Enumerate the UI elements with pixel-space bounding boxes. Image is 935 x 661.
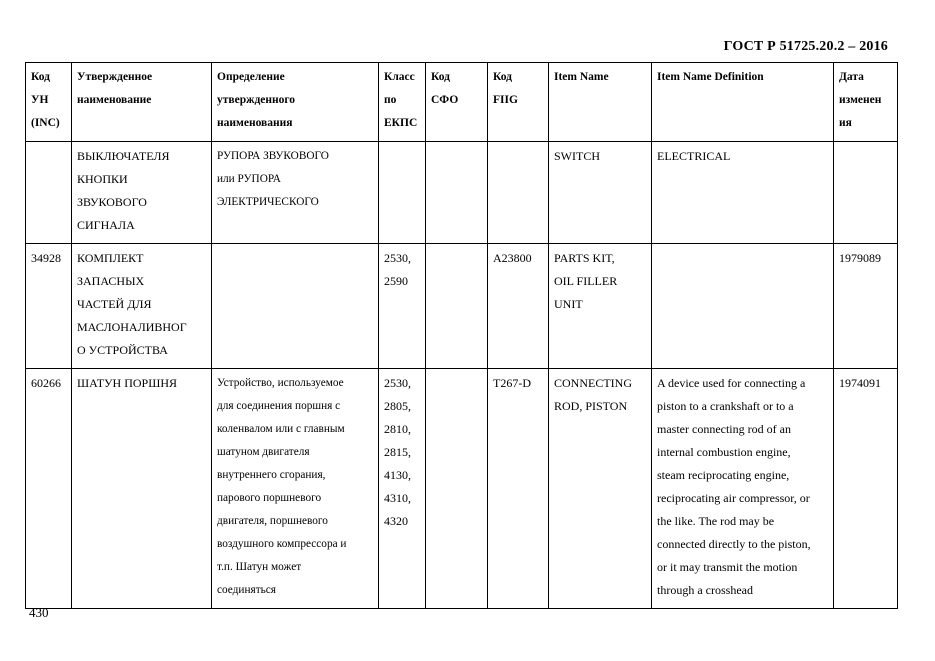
header-line: Дата (839, 71, 864, 83)
table-body (26, 142, 898, 609)
header-inc (26, 63, 72, 142)
cell-line: master connecting rod of an (657, 422, 791, 436)
header-line: УН (31, 94, 49, 106)
cell-line: A23800 (493, 251, 532, 265)
cell-line: Устройство, используемое (217, 377, 344, 389)
header-name (72, 63, 212, 142)
cell-date (834, 369, 898, 609)
cell-fiig (488, 244, 549, 369)
cell-date (834, 244, 898, 369)
cell-line: шатуном двигателя (217, 446, 310, 458)
cell-line: т.п. Шатун может (217, 561, 302, 573)
cell-line: 2810, (384, 422, 411, 436)
cell-item-name (549, 244, 652, 369)
cell-line: двигателя, поршневого (217, 515, 328, 527)
catalog-table (25, 62, 898, 609)
cell-sfo (426, 142, 488, 244)
header-line: Код (493, 71, 513, 83)
cell-name (72, 244, 212, 369)
cell-inc (26, 244, 72, 369)
cell-line: КНОПКИ (77, 172, 128, 186)
cell-line: 2590 (384, 274, 408, 288)
header-line: изменен (839, 94, 882, 106)
table-row (26, 244, 898, 369)
cell-line: or it may transmit the motion (657, 560, 798, 574)
header-class (379, 63, 426, 142)
cell-line: ШАТУН ПОРШНЯ (77, 376, 177, 390)
cell-line: ЗВУКОВОГО (77, 195, 147, 209)
cell-line: 2815, (384, 445, 411, 459)
header-sfo (426, 63, 488, 142)
cell-item-def (652, 244, 834, 369)
cell-sfo (426, 369, 488, 609)
cell-line: ЭЛЕКТРИЧЕСКОГО (217, 196, 319, 208)
page-number: 430 (29, 605, 49, 620)
cell-fiig (488, 369, 549, 609)
cell-definition (212, 142, 379, 244)
header-item-name (549, 63, 652, 142)
cell-line: internal combustion engine, (657, 445, 791, 459)
cell-definition (212, 244, 379, 369)
table-row (26, 142, 898, 244)
cell-line: ВЫКЛЮЧАТЕЛЯ (77, 149, 170, 163)
cell-line: 60266 (31, 376, 61, 390)
cell-item-def (652, 369, 834, 609)
cell-fiig (488, 142, 549, 244)
cell-line: 4320 (384, 514, 408, 528)
cell-item-def (652, 142, 834, 244)
table-row (26, 369, 898, 609)
cell-line: A device used for connecting a (657, 376, 806, 390)
standard-designation: ГОСТ Р 51725.20.2 – 2016 (723, 39, 888, 54)
header-line: ЕКПС (384, 117, 418, 129)
header-row (26, 63, 898, 142)
header-line: ия (839, 117, 852, 129)
cell-class (379, 369, 426, 609)
cell-inc (26, 142, 72, 244)
cell-line: МАСЛОНАЛИВНОГ (77, 320, 187, 334)
header-line: Утвержденное (77, 71, 153, 83)
header-line: Item Name Definition (657, 71, 764, 83)
cell-line: UNIT (554, 297, 583, 311)
cell-line: the like. The rod may be (657, 514, 775, 528)
cell-line: 1979089 (839, 251, 881, 265)
header-fiig (488, 63, 549, 142)
cell-line: О УСТРОЙСТВА (77, 343, 168, 357)
cell-line: 34928 (31, 251, 61, 265)
header-item-def (652, 63, 834, 142)
cell-line: СИГНАЛА (77, 218, 135, 232)
header-line: Item Name (554, 71, 609, 83)
header-line: по (384, 94, 397, 106)
cell-name (72, 142, 212, 244)
cell-line: коленвалом или с главным (217, 423, 345, 435)
header-line: (INC) (31, 117, 60, 129)
cell-line: 4130, (384, 468, 411, 482)
cell-line: ЧАСТЕЙ ДЛЯ (77, 297, 152, 311)
cell-class (379, 244, 426, 369)
cell-line: 4310, (384, 491, 411, 505)
header-line: Определение (217, 71, 285, 83)
cell-line: OIL FILLER (554, 274, 618, 288)
cell-line: PARTS KIT, (554, 251, 615, 265)
cell-line: through a crosshead (657, 583, 753, 597)
cell-line: 2530, (384, 376, 411, 390)
cell-date (834, 142, 898, 244)
cell-class (379, 142, 426, 244)
cell-line: соединяться (217, 584, 276, 596)
cell-line: ELECTRICAL (657, 149, 731, 163)
header-line: Класс (384, 71, 415, 83)
cell-line: парового поршневого (217, 492, 322, 504)
cell-line: CONNECTING (554, 376, 632, 390)
cell-line: КОМПЛЕКТ (77, 251, 144, 265)
cell-line: 1974091 (839, 376, 881, 390)
header-line: Код (431, 71, 451, 83)
header-definition (212, 63, 379, 142)
cell-line: 2530, (384, 251, 411, 265)
cell-line: reciprocating air compressor, or (657, 491, 810, 505)
cell-line: РУПОРА ЗВУКОВОГО (217, 150, 329, 162)
header-date (834, 63, 898, 142)
cell-line: 2805, (384, 399, 411, 413)
header-line: Код (31, 71, 51, 83)
cell-line: внутреннего сгорания, (217, 469, 326, 481)
cell-line: воздушного компрессора и (217, 538, 347, 550)
cell-line: ROD, PISTON (554, 399, 628, 413)
cell-line: для соединения поршня с (217, 400, 341, 412)
cell-line: connected directly to the piston, (657, 537, 811, 551)
header-line: наименование (77, 94, 152, 106)
header-line: FIIG (493, 94, 518, 106)
cell-line: steam reciprocating engine, (657, 468, 790, 482)
cell-line: SWITCH (554, 149, 600, 163)
cell-name (72, 369, 212, 609)
cell-item-name (549, 369, 652, 609)
cell-item-name (549, 142, 652, 244)
cell-definition (212, 369, 379, 609)
cell-line: ЗАПАСНЫХ (77, 274, 145, 288)
cell-inc (26, 369, 72, 609)
header-line: СФО (431, 94, 459, 106)
cell-line: T267-D (493, 376, 531, 390)
header-line: наименования (217, 117, 293, 129)
cell-line: или РУПОРА (217, 173, 281, 185)
cell-sfo (426, 244, 488, 369)
cell-line: piston to a crankshaft or to a (657, 399, 794, 413)
header-line: утвержденного (217, 94, 296, 106)
